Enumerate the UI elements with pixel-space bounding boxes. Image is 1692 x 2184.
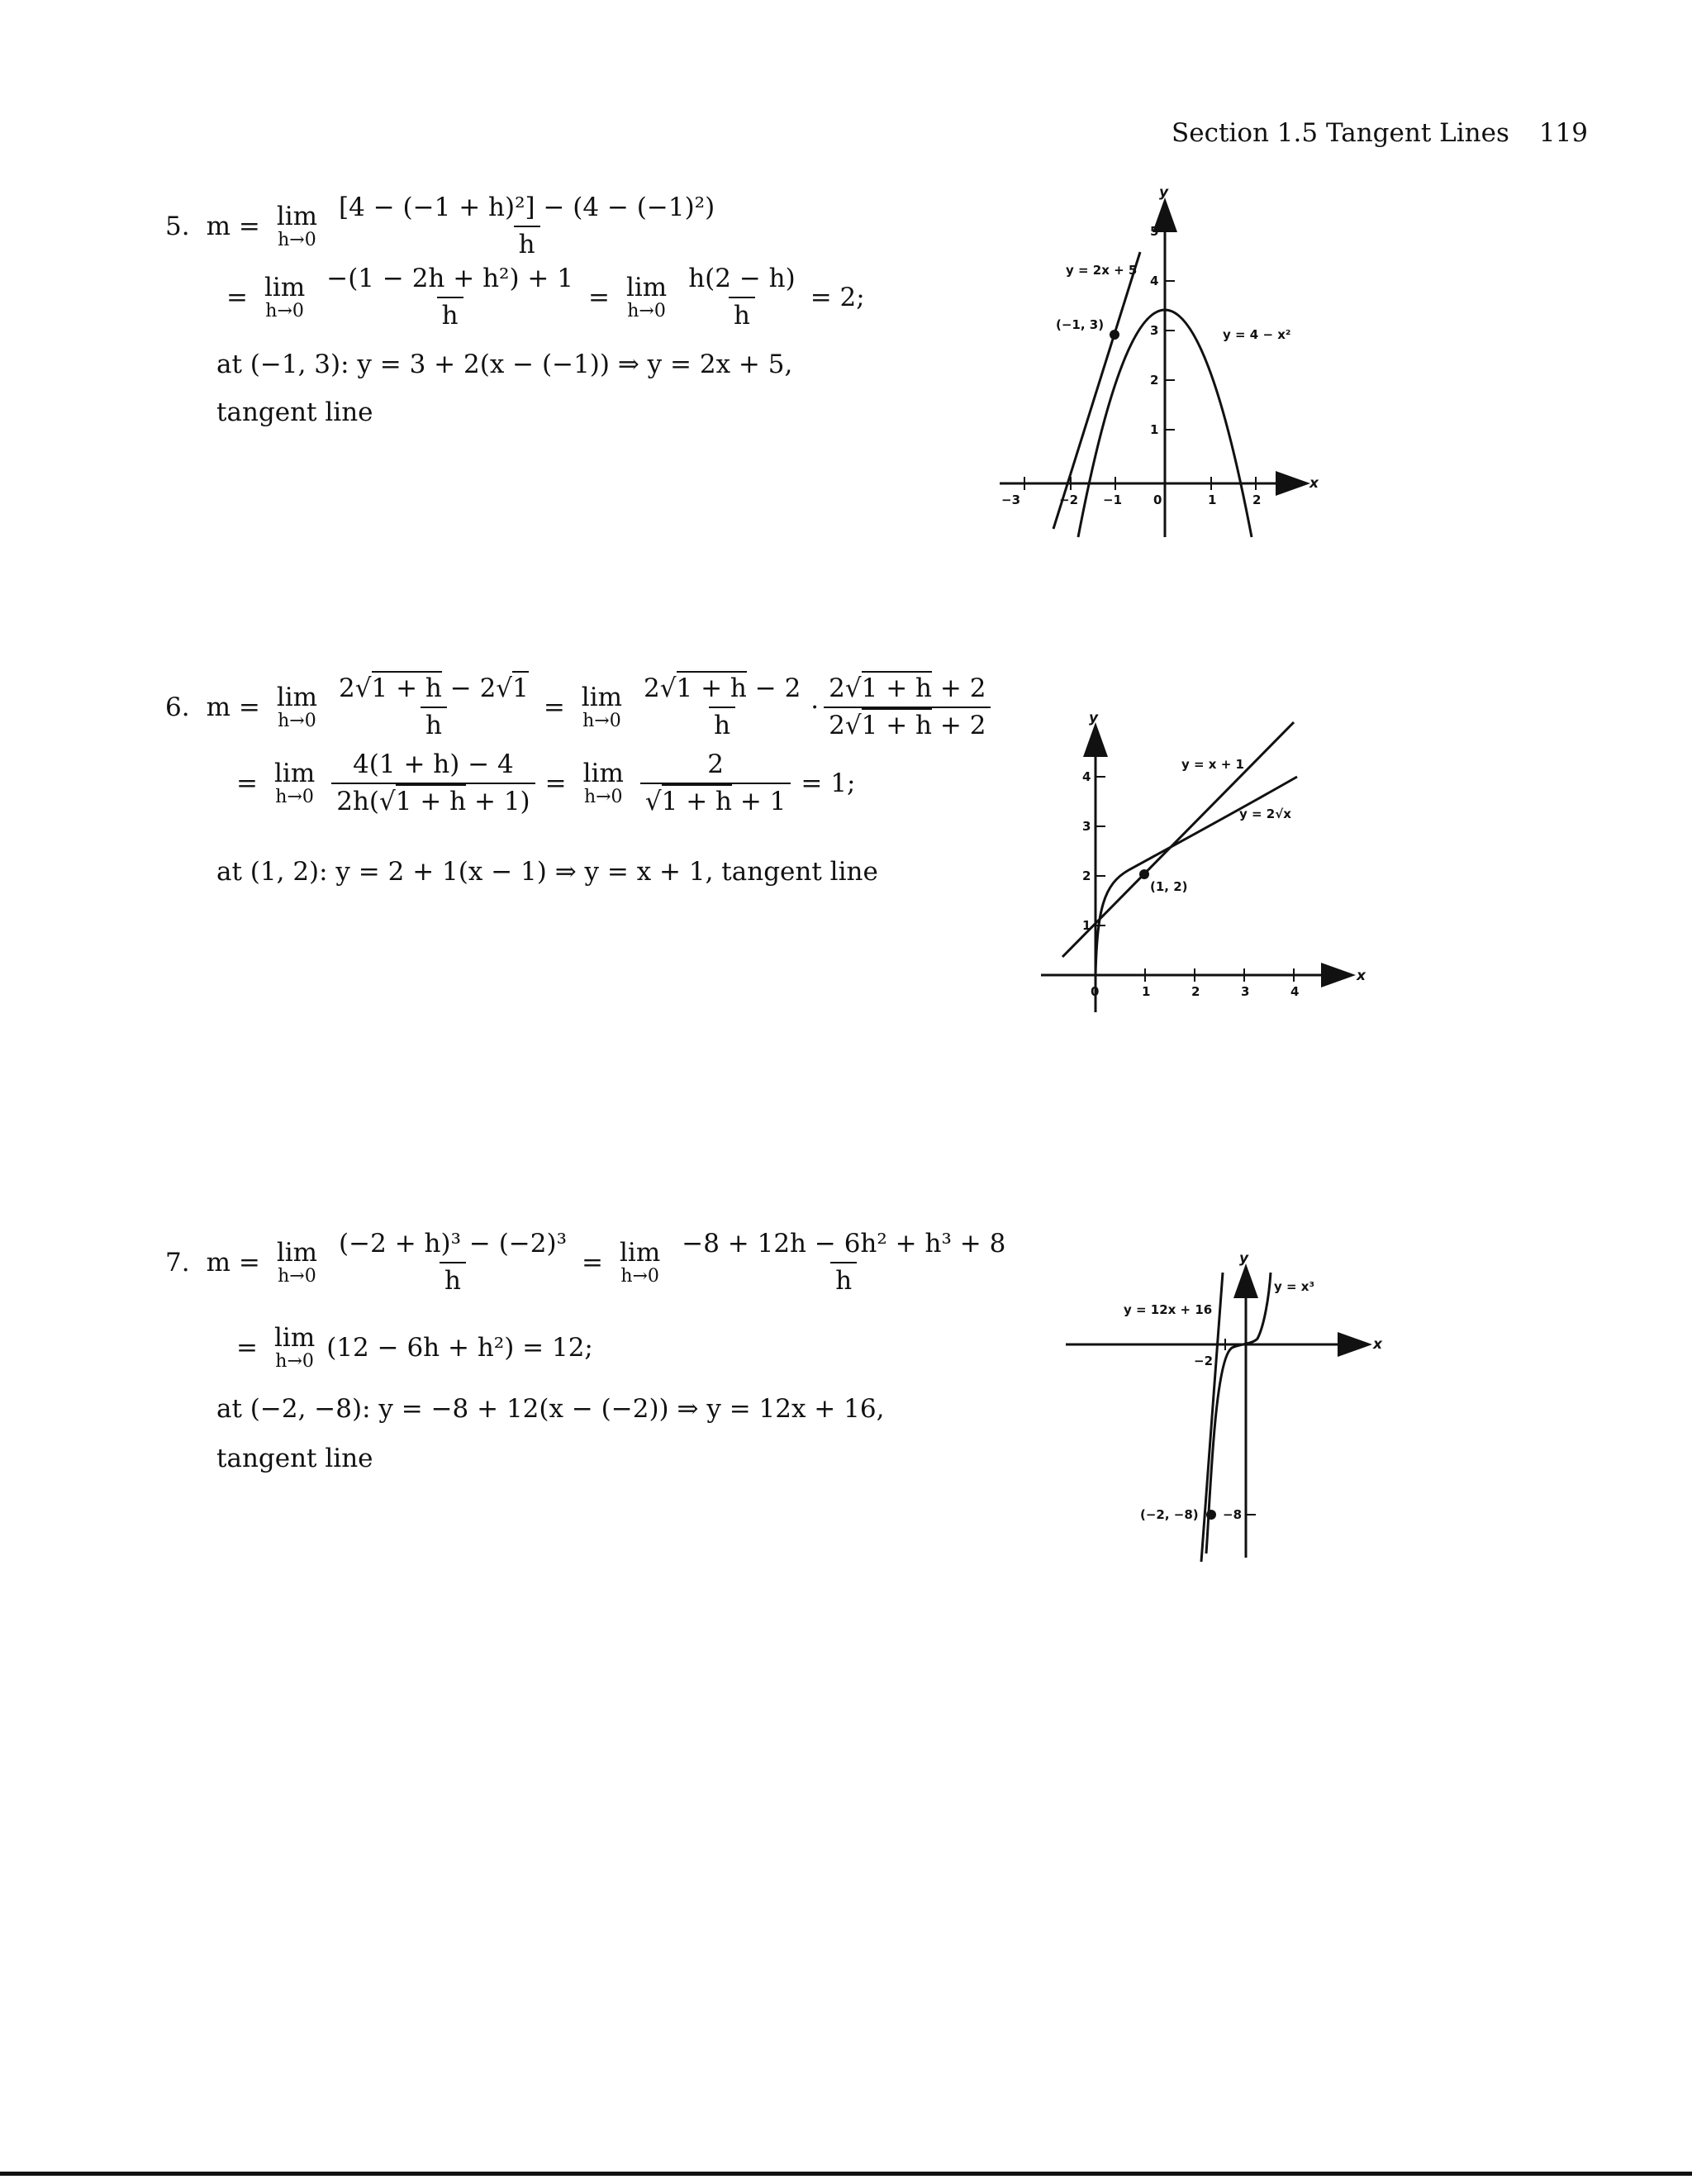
x-tick-label: 0 <box>1091 984 1100 999</box>
tangent-line <box>1053 252 1140 529</box>
y-tick-label: −8 <box>1223 1507 1243 1522</box>
m-equals: m = <box>206 211 260 241</box>
x-tick-label: 2 <box>1191 984 1200 999</box>
p5-line-2: = lim h→0 $\frac{\text{−(1 − 2h + h²) + 1}}{h}$ = lim h→0 $\frac{h(2 - h)}{h}$ = 2; <box>226 264 865 331</box>
y-tick-label: 1 <box>1082 918 1091 933</box>
point-label: (1, 2) <box>1150 879 1188 894</box>
graph-6 <box>1049 711 1396 1041</box>
tangency-point <box>1206 1510 1216 1520</box>
tangent-label: y = 2x + 5 <box>1066 263 1138 278</box>
p5-line-1 <box>165 195 725 258</box>
fraction: $\frac{h(2 - h)}{h}$ <box>688 264 796 331</box>
y-tick-label: 3 <box>1082 819 1091 834</box>
p5-at-line: at (−1, 3): y = 3 + 2(x − (−1)) ⇒ y = 2x + 5, <box>216 350 793 379</box>
page-header <box>1172 118 1588 148</box>
limit: lim h→0 <box>264 272 306 321</box>
x-tick-label: 0 <box>1153 492 1162 507</box>
y-tick-label: 5 <box>1150 224 1159 239</box>
limit: lim h→0 <box>620 1237 661 1287</box>
x-tick-label: 4 <box>1290 984 1300 999</box>
y-tick-label: 2 <box>1082 868 1091 883</box>
fraction: $\frac{\text{(−2 + h)³ − (−2)³}}{h}$ <box>339 1229 568 1296</box>
problem-number: 5. <box>165 211 190 241</box>
curve-label: y = 4 − x² <box>1223 327 1291 342</box>
x-tick-label: 1 <box>1208 492 1217 507</box>
fraction: $\frac{2}{√1 + h + 1}$ <box>640 752 791 815</box>
limit: lim h→0 <box>276 201 318 250</box>
page-number: 119 <box>1538 118 1589 148</box>
curve-label: y = x³ <box>1274 1279 1315 1294</box>
result: = 2; <box>810 282 865 312</box>
graph-5 <box>991 182 1338 529</box>
tangent-label: y = x + 1 <box>1181 757 1244 772</box>
y-tick-label: 4 <box>1082 769 1091 784</box>
p6-line-1: 6. m = lim h→0 $\frac{2√1 + h - 2√1}{h}$ = lim h→0 $\frac{2√1 + h - 2}{h}$ · $\frac{2√1 + h + 2}{2√1 + h + 2}$ <box>165 676 996 739</box>
y-axis-label: y <box>1239 1250 1249 1267</box>
y-axis-label: y <box>1159 184 1169 201</box>
p7-at-line: at (−2, −8): y = −8 + 12(x − (−2)) ⇒ y = 12x + 16, <box>216 1394 885 1424</box>
tangent-line <box>1062 722 1294 957</box>
point-label: (−2, −8) <box>1140 1507 1199 1522</box>
p6-at-line: at (1, 2): y = 2 + 1(x − 1) ⇒ y = x + 1, tangent line <box>216 857 878 887</box>
limit: lim h→0 <box>276 1237 318 1287</box>
bottom-rule <box>0 2172 1692 2176</box>
fraction: $\frac{\text{−8 + 12h − 6h² + h³ + 8}}{h}$ <box>682 1229 1006 1296</box>
tangent-label: y = 12x + 16 <box>1124 1302 1213 1317</box>
y-tick-label: 1 <box>1150 422 1159 437</box>
curve-label: y = 2√x <box>1239 807 1291 821</box>
y-ticks <box>1165 231 1175 430</box>
fraction: $\frac{\text{−(1 − 2h + h²) + 1}}{h}$ <box>326 264 573 331</box>
tangency-point <box>1139 869 1149 879</box>
p7-tangent: tangent line <box>216 1444 373 1473</box>
limit: lim h→0 <box>581 682 623 731</box>
point-label: (−1, 3) <box>1056 317 1105 332</box>
problem-number: 6. <box>165 692 190 722</box>
result: = 1; <box>801 768 856 798</box>
section-title: Section 1.5 Tangent Lines <box>1172 118 1509 148</box>
limit: lim h→0 <box>273 1323 316 1372</box>
fraction: $\frac{2√1 + h + 2}{2√1 + h + 2}$ <box>824 676 991 739</box>
limit: lim h→0 <box>582 758 624 807</box>
p5-tangent: tangent line <box>216 397 373 427</box>
x-tick-label: −2 <box>1059 492 1079 507</box>
problem-number: 7. <box>165 1247 190 1278</box>
graph-7 <box>1066 1248 1396 1578</box>
x-tick-label: −3 <box>1001 492 1021 507</box>
x-axis-label: x <box>1373 1336 1382 1353</box>
x-tick-label: 3 <box>1241 984 1250 999</box>
p7-line-2: = lim h→0 (12 − 6h + h²) = 12; <box>236 1323 593 1372</box>
tangency-point <box>1110 330 1119 340</box>
limit: lim h→0 <box>625 272 668 321</box>
limit: lim h→0 <box>273 758 316 807</box>
y-tick-label: 4 <box>1150 274 1159 288</box>
p6-line-2: = lim h→0 $\frac{4(1 + h) - 4}{2h(√1 + h + 1)}$ = lim h→0 $\frac{2}{√1 + h + 1}$ = 1; <box>236 749 856 816</box>
fraction: $\frac{4(1 + h) - 4}{2h(√1 + h + 1)}$ <box>331 752 535 815</box>
limit-expression: (12 − 6h + h²) = 12; <box>326 1333 593 1363</box>
fraction: $\frac{\text{[4 − (−1 + h)²] − (4 − (−1)²)}}{h}$ <box>339 193 715 259</box>
p7-line-1: 7. m = lim h→0 $\frac{\text{(−2 + h)³ − (−2)³}}{h}$ = lim h→0 $\frac{\text{−8 + 12h − 6h² + h³ + 8}}{h}$ <box>165 1231 1015 1294</box>
y-axis-label: y <box>1089 710 1099 726</box>
x-axis-label: x <box>1309 475 1319 492</box>
limit: lim h→0 <box>276 682 318 731</box>
x-tick-label: −1 <box>1103 492 1123 507</box>
fraction: $\frac{2√1 + h - 2√1}{h}$ <box>334 676 534 739</box>
y-tick-label: 3 <box>1150 323 1159 338</box>
x-tick-label: −2 <box>1194 1354 1214 1368</box>
x-tick-label: 1 <box>1142 984 1151 999</box>
fraction: $\frac{2√1 + h - 2}{h}$ <box>639 676 806 739</box>
x-axis-label: x <box>1357 968 1366 984</box>
y-tick-label: 2 <box>1150 373 1159 388</box>
x-tick-label: 2 <box>1252 492 1262 507</box>
